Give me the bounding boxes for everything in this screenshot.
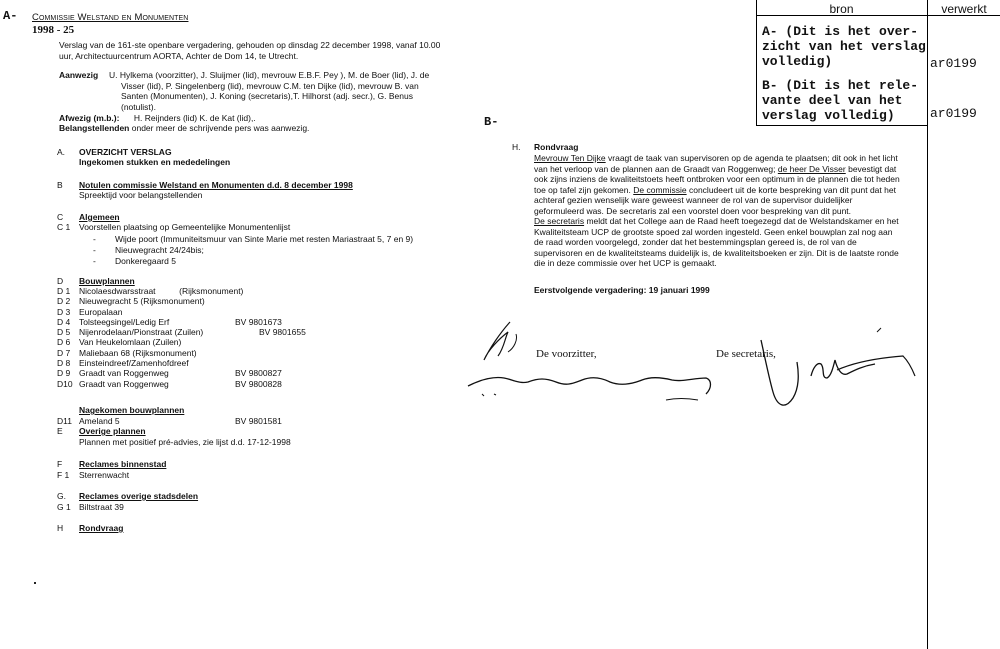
- afwezig-line: [59, 113, 256, 124]
- stamp-note-a: A- (Dit is het over- zicht van het verslag volledig): [762, 24, 926, 69]
- aanwezig-line: Visser (lid), P. Singelenberg (lid), mevrouw C.M. ten Dijke (lid), mevrouw B. van: [121, 80, 419, 91]
- rondvraag-segment: Kwaliteitsteam UCP de grootste spoed zal worden ingesteld. Geen enkel bouwplan zal nog aan: [534, 226, 893, 237]
- left-column: [32, 12, 462, 36]
- dash: -: [93, 234, 96, 244]
- agenda-b-title: Notulen commissie Welstand en Monumenten d.d. 8 december 1998: [79, 180, 353, 190]
- rondvraag-segment: toe op tafel zijn gekomen.: [534, 184, 634, 195]
- rondvraag-segment: De commissie: [633, 184, 687, 195]
- agenda-a-sub: Ingekomen stukken en mededelingen: [79, 157, 231, 167]
- d11-code: D11: [57, 416, 72, 426]
- rondvraag-segment: achteraf gezien wenselijk ware geweest wanneer de rol van de supervisor duidelijker: [534, 195, 853, 205]
- agenda-e-sub: Plannen met positief pré-advies, zie lijst d.d. 17-12-1998: [79, 437, 291, 447]
- rondvraag-segment: vraagt de taak van supervisoren op de agenda te plaatsen; dit ook in het licht: [605, 153, 898, 163]
- belang-label: Belangstellenden: [59, 123, 130, 133]
- agenda-g-title: Reclames overige stadsdelen: [79, 491, 199, 501]
- g1-code: G 1: [57, 502, 71, 512]
- marker-a: A-: [3, 9, 18, 23]
- list-item: D 8 Einsteindreef/Zamenhofdreef: [57, 358, 189, 369]
- agenda-d-letter: D: [57, 276, 64, 286]
- afwezig-text: H. Reijnders (lid) K. de Kat (lid),.: [133, 113, 256, 123]
- voorzitter-label: De voorzitter,: [536, 348, 597, 360]
- agenda-h-letter: H: [57, 523, 64, 533]
- aanwezig-line: U. Hylkema (voorzitter), J. Sluijmer (lid), mevrouw E.B.F. Pey ), M. de Boer (lid), J. de: [109, 70, 430, 80]
- afwezig-label: Afwezig (m.b.):: [59, 113, 120, 123]
- dash: -: [93, 256, 96, 266]
- aanwezig-line: (notulist).: [121, 101, 156, 112]
- agenda-h-title: Rondvraag: [79, 523, 124, 533]
- rondvraag-segment: van het verloop van de plannen aan de Graadt van Roggenweg;: [534, 163, 778, 174]
- agenda-c1-item: Nieuwegracht 24/24bis;: [115, 245, 204, 255]
- bouwplannen-list: [57, 286, 397, 389]
- rondvraag-segment: geformuleerd was. De secretaris zal een voorstel doen voor bespreking van dit punt.: [534, 205, 852, 216]
- rondvraag-title: Rondvraag: [534, 142, 579, 152]
- intro-block: [59, 40, 459, 61]
- rondvraag-segment: Mevrouw Ten Dijke: [534, 153, 606, 163]
- agenda-c1-item: Donkeregaard 5: [115, 256, 176, 266]
- rondvraag-segment: bevestigt dat: [845, 163, 897, 174]
- stamp-table: [756, 0, 1000, 649]
- speck: [34, 582, 36, 584]
- list-item: D 3 Europalaan: [57, 306, 123, 317]
- rondvraag-segment: die in deze commissie over het UCP is gemaakt.: [534, 258, 717, 268]
- list-item: D 9 Graadt van Roggenweg BV 9800827: [57, 368, 282, 379]
- agenda-b-letter: B: [57, 180, 63, 190]
- dash: -: [93, 245, 96, 255]
- agenda-c-letter: C: [57, 212, 64, 222]
- list-item: D 6 Van Heukelomlaan (Zuilen): [57, 337, 182, 348]
- intro-line: Verslag van de 161-ste openbare vergadering, gehouden op dinsdag 22 december 1998, vanaf 10.00: [59, 40, 441, 50]
- rondvraag-segment: meldt dat het College aan de Raad heeft toegezegd dat de Welstandskamer en het: [584, 216, 899, 226]
- list-item: D 1 Nicolaesdwarsstraat (Rijksmonument): [57, 286, 244, 296]
- rondvraag-segment: de heer De Visser: [777, 163, 846, 174]
- stamp-header-verwerkt: verwerkt: [941, 2, 987, 16]
- stamp-left-border: [756, 0, 757, 125]
- agenda-a-letter: A.: [57, 147, 66, 157]
- f1-code: F 1: [57, 470, 70, 480]
- stamp-code-b: ar0199: [930, 106, 977, 121]
- list-item: D 7 Maliebaan 68 (Rijksmonument): [57, 347, 197, 358]
- agenda-e-title: Overige plannen: [79, 426, 146, 436]
- f1-text: Sterrenwacht: [79, 470, 130, 480]
- aanwezig-label: Aanwezig: [59, 70, 99, 80]
- rondvraag-segment: supervisoren en de kwaliteitsteams duidelijk is, de kwaliteitsboeken er zijn. Dit is de laatste ronde: [534, 247, 899, 258]
- secretaris-label: De secretaris,: [716, 348, 776, 360]
- agenda-b-sub: Spreektijd voor belangstellenden: [79, 190, 203, 200]
- agenda-a-title: OVERZICHT VERSLAG: [79, 147, 172, 157]
- agenda-d-title: Bouwplannen: [79, 276, 135, 286]
- nagekomen-title: Nagekomen bouwplannen: [79, 405, 185, 415]
- next-meeting: Eerstvolgende vergadering: 19 januari 1999: [534, 285, 710, 295]
- d11-ref: BV 9801581: [235, 416, 282, 426]
- rondvraag-segment: ook zijns inziens de kwaliteitstoets heeft ontbroken voor een optimum in de plannen die tot heden: [534, 174, 900, 184]
- agenda-e-letter: E: [57, 426, 63, 436]
- aanwezig-block: [109, 70, 461, 112]
- agenda-g-letter: G.: [57, 491, 66, 501]
- agenda-c1-text: Voorstellen plaatsing op Gemeentelijke Monumentenlijst: [79, 222, 291, 232]
- report-number: 1998 - 25: [32, 24, 75, 36]
- rondvraag-letter: H.: [512, 142, 521, 152]
- rondvraag-segment: de raad worden voorgelegd, zonder dat het bestemmingsplan gereed is, de rol van de: [534, 237, 857, 247]
- belang-line: [59, 123, 309, 134]
- rondvraag-segment: concludeert uit de korte bespreking van dit punt dat het: [686, 184, 896, 195]
- voorzitter-signature-icon: [460, 308, 760, 408]
- rondvraag-segment: De secretaris: [534, 216, 585, 226]
- d11-text: Ameland 5: [79, 416, 120, 426]
- marker-b: B-: [484, 115, 499, 129]
- stamp-code-a: ar0199: [930, 56, 977, 71]
- g1-text: Biltstraat 39: [79, 502, 124, 512]
- belang-text: onder meer de schrijvende pers was aanwezig.: [129, 123, 310, 133]
- aanwezig-line: Santen (Monumenten), J. Koning (secretaris),T. Hilhorst (adj. secr.), G. Benus: [121, 91, 413, 101]
- intro-line: uur, Architectuurcentrum AORTA, Achter de Dom 14, te Utrecht.: [59, 50, 299, 61]
- list-item: D 5 Nijenrodelaan/Pionstraat (Zuilen) BV 9801655: [57, 327, 306, 338]
- agenda-c-title: Algemeen: [79, 212, 120, 222]
- agenda-f-title: Reclames binnenstad: [79, 459, 167, 469]
- agenda-c1-item: Wijde poort (Immuniteitsmuur van Sinte Marie met resten Mariastraat 5, 7 en 9): [115, 234, 414, 244]
- stamp-header-bron: bron: [829, 2, 854, 16]
- list-item: D 4 Tolsteegsingel/Ledig Erf BV 9801673: [57, 316, 282, 327]
- stamp-bottom-rule: [756, 125, 928, 126]
- list-item: D 2 Nieuwegracht 5 (Rijksmonument): [57, 296, 205, 307]
- stamp-divider: [927, 0, 928, 649]
- list-item: D10 Graadt van Roggenweg BV 9800828: [57, 378, 282, 389]
- stamp-note-b: B- (Dit is het rele- vante deel van het verslag volledig): [762, 78, 919, 123]
- agenda-c1-code: C 1: [57, 222, 71, 232]
- organization-name: Commissie Welstand en Monumenten: [32, 12, 189, 23]
- agenda-f-letter: F: [57, 459, 63, 469]
